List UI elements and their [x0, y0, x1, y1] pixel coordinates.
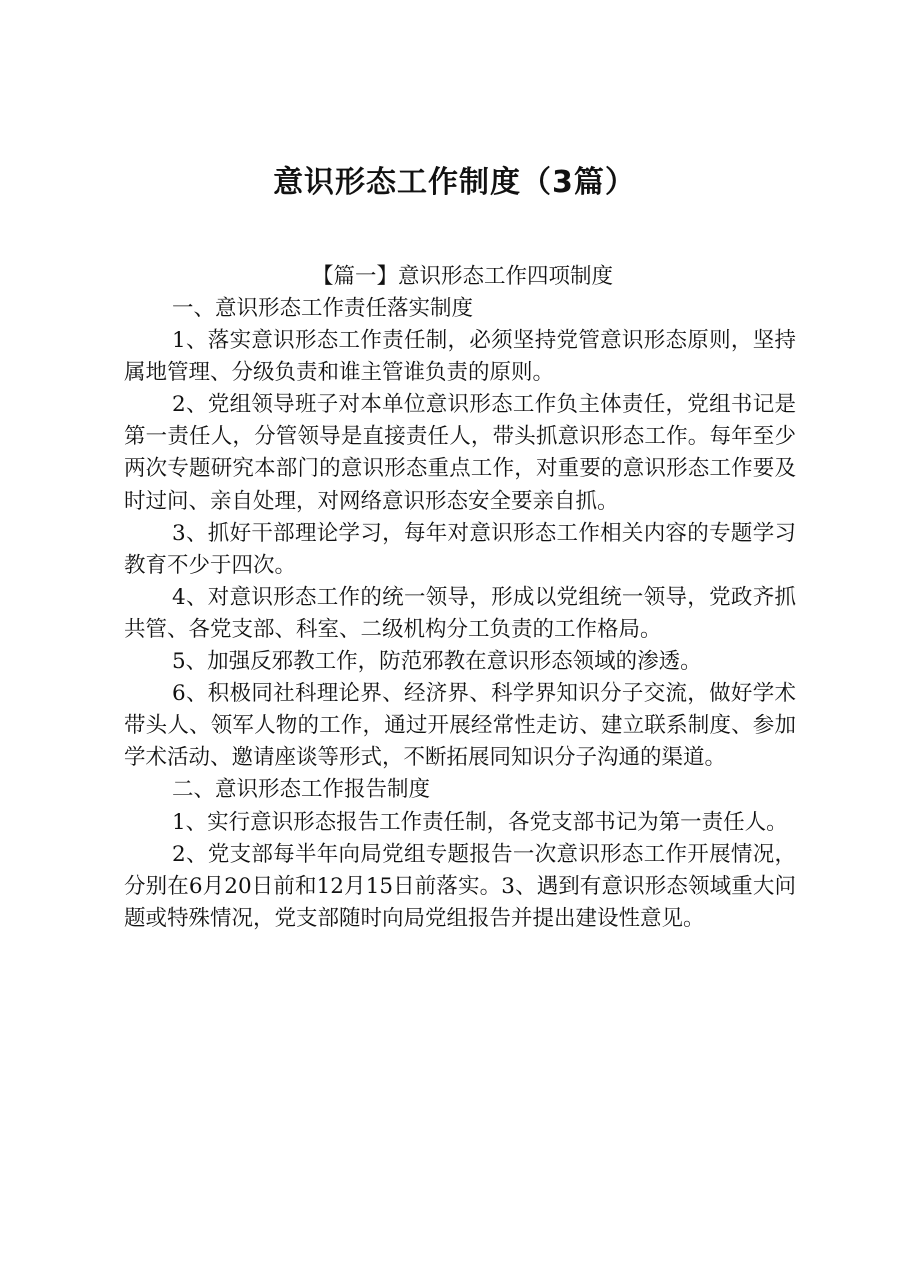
paragraph: 1、落实意识形态工作责任制，必须坚持党管意识形态原则，坚持属地管理、分级负责和谁主管谁负责的原则。	[124, 328, 796, 386]
document-title: 意识形态工作制度（3篇）	[273, 165, 636, 200]
document-body	[124, 293, 796, 935]
paragraph: 2、党支部每半年向局党组专题报告一次意识形态工作开展情况，分别在6月20日前和12月15日前落实。3、遇到有意识形态领域重大问题或特殊情况，党支部随时向局党组报告并提出建设性意见。	[124, 841, 796, 931]
paragraph: 3、抓好干部理论学习，每年对意识形态工作相关内容的专题学习教育不少于四次。	[124, 520, 796, 578]
heading-reporting-system: 二、意识形态工作报告制度	[172, 777, 431, 803]
paragraph: 6、积极同社科理论界、经济界、科学界知识分子交流，做好学术带头人、领军人物的工作，通过开展经常性走访、建立联系制度、参加学术活动、邀请座谈等形式，不断拓展同知识分子沟通的渠道。	[124, 681, 796, 771]
paragraph: 2、党组领导班子对本单位意识形态工作负主体责任，党组书记是第一责任人，分管领导是直接责任人，带头抓意识形态工作。每年至少两次专题研究本部门的意识形态重点工作，对重要的意识形态工作要及时过问、亲自处理，对网络意识形态安全要亲自抓。	[124, 392, 796, 514]
paragraph: 4、对意识形态工作的统一领导，形成以党组统一领导，党政齐抓共管、各党支部、科室、二级机构分工负责的工作格局。	[124, 584, 796, 642]
paragraph: 5、加强反邪教工作，防范邪教在意识形态领域的渗透。	[172, 649, 702, 675]
section-heading: 【篇一】意识形态工作四项制度	[312, 264, 614, 289]
paragraph: 1、实行意识形态报告工作责任制，各党支部书记为第一责任人。	[172, 809, 788, 835]
heading-responsibility-system: 一、意识形态工作责任落实制度	[172, 296, 474, 321]
